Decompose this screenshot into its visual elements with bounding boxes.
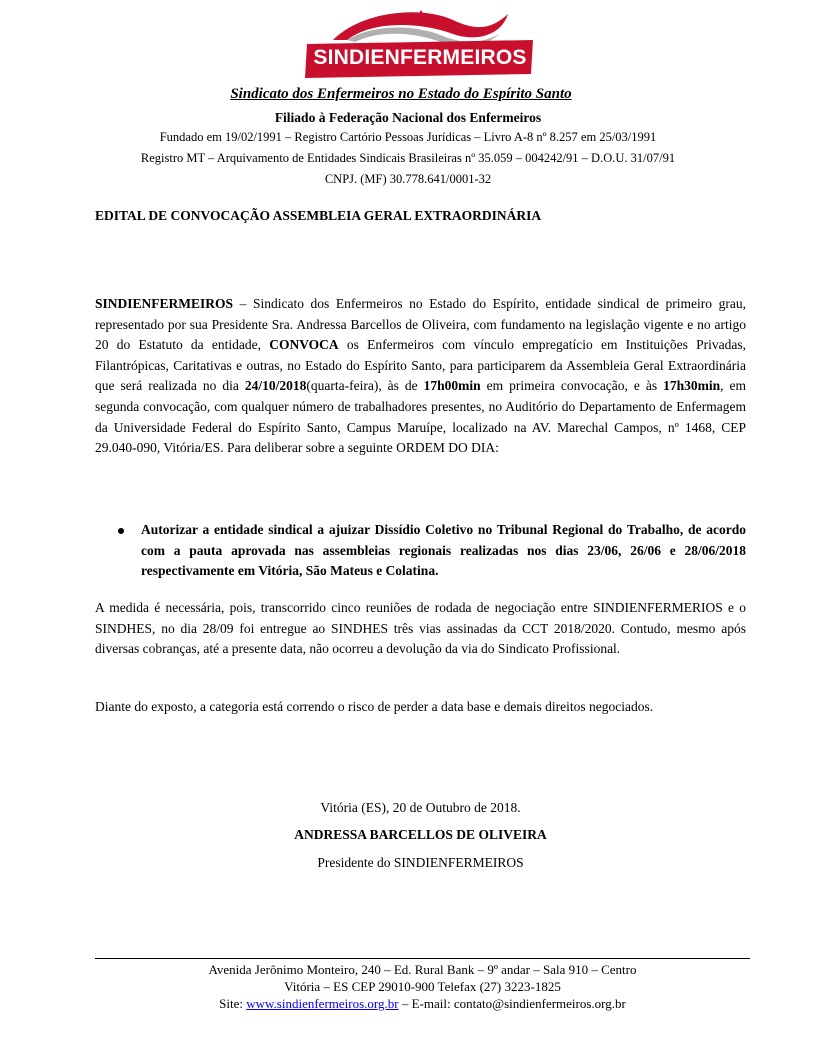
first-call-time: 17h00min	[423, 378, 481, 394]
logo-wordmark: SINDIENFERMEIROS	[313, 46, 527, 69]
document-title: EDITAL DE CONVOCAÇÃO ASSEMBLEIA GERAL EXTRAORDINÁRIA	[95, 208, 542, 223]
footer-contact: Site: www.sindienfermeiros.org.br – E-mail: contato@sindienfermeiros.org.br	[219, 996, 626, 1011]
footer-city-phone: Vitória – ES CEP 29010-900 Telefax (27) 3223-1825	[284, 979, 561, 994]
union-acronym: SINDIENFERMEIROS	[95, 296, 234, 311]
affiliation-line: Filiado à Federação Nacional dos Enfermeiros	[274, 110, 542, 125]
email-address: contato@sindienfermeiros.org.br	[453, 996, 626, 1011]
conclusion-paragraph: Diante do exposto, a categoria está correndo o risco de perder a data base e demais direitos negociados.	[95, 699, 654, 714]
justification-paragraph: A medida é necessária, pois, transcorrido cinco reuniões de rodada de negociação entre SINDIENFERMERIOS e o SINDHES, no dia 28/09 foi entregue ao SINDHES três vias assinadas da CCT 2018/2020. Contudo, mesmo após diversas cobranças, até a presente data, não ocorreu a devolução da via do Sindicato Profissional.	[95, 600, 746, 657]
convocation-paragraph: SINDIENFERMEIROS – Sindicato dos Enfermeiros no Estado do Espírito, entidade sindical de primeiro grau, representado por sua Presidente Sra. Andressa Barcellos de Oliveira, com fundamento na legislação vigente e no artigo 20 do Estatuto da entidade, CONVOCA os Enfermeiros com vínculo empregatício em Instituições Privadas, Filantrópicas, Caritativas e outras, no Estado do Espírito Santo, para participarem da Assembleia Geral Extraordinária que será realizada no dia 24/10/2018(quarta-feira), às de 17h00min em primeira convocação, e às 17h30min, em segunda convocação, com qualquer número de trabalhadores presentes, no Auditório do Departamento de Enfermagem da Universidade Federal do Espírito Santo, Campus Maruípe, localizado na AV. Marechal Campos, nº 1468, CEP 29.040-090, Vitória/ES. Para deliberar sobre a seguinte ORDEM DO DIA:	[95, 296, 746, 456]
website-link[interactable]: www.sindienfermeiros.org.br	[246, 996, 399, 1011]
bullet-icon	[118, 528, 124, 534]
sindienfermeiros-logo	[303, 6, 537, 80]
convoca-keyword: CONVOCA	[269, 337, 339, 353]
agenda-item: Autorizar a entidade sindical a ajuizar Dissídio Coletivo no Tribunal Regional do Trabalho, de acordo com a pauta aprovada nas assembleias regionais realizadas nos dias 23/06, 26/06 e 28/06/2018 respectivamente em Vitória, São Mateus e Colatina.	[141, 522, 746, 579]
footer-divider	[95, 958, 750, 959]
place-and-date: Vitória (ES), 20 de Outubro de 2018.	[320, 800, 521, 815]
footer-address: Avenida Jerônimo Monteiro, 240 – Ed. Rural Bank – 9º andar – Sala 910 – Centro	[208, 962, 637, 977]
registration-line-founding: Fundado em 19/02/1991 – Registro Cartório Pessoas Jurídicas – Livro A-8 nº 8.257 em 25/03/1991	[159, 130, 657, 144]
signatory-role: Presidente do SINDIENFERMEIROS	[317, 855, 524, 870]
assembly-date: 24/10/2018	[244, 378, 307, 394]
organization-name: Sindicato dos Enfermeiros no Estado do Espírito Santo	[230, 86, 572, 102]
signatory-name: ANDRESSA BARCELLOS DE OLIVEIRA	[294, 827, 547, 842]
second-call-time: 17h30min	[663, 378, 721, 394]
registration-line-mt: Registro MT – Arquivamento de Entidades Sindicais Brasileiras nº 35.059 – 004242/91 – D.O.U. 31/07/91	[140, 151, 676, 165]
registration-line-cnpj: CNPJ. (MF) 30.778.641/0001-32	[324, 172, 492, 186]
